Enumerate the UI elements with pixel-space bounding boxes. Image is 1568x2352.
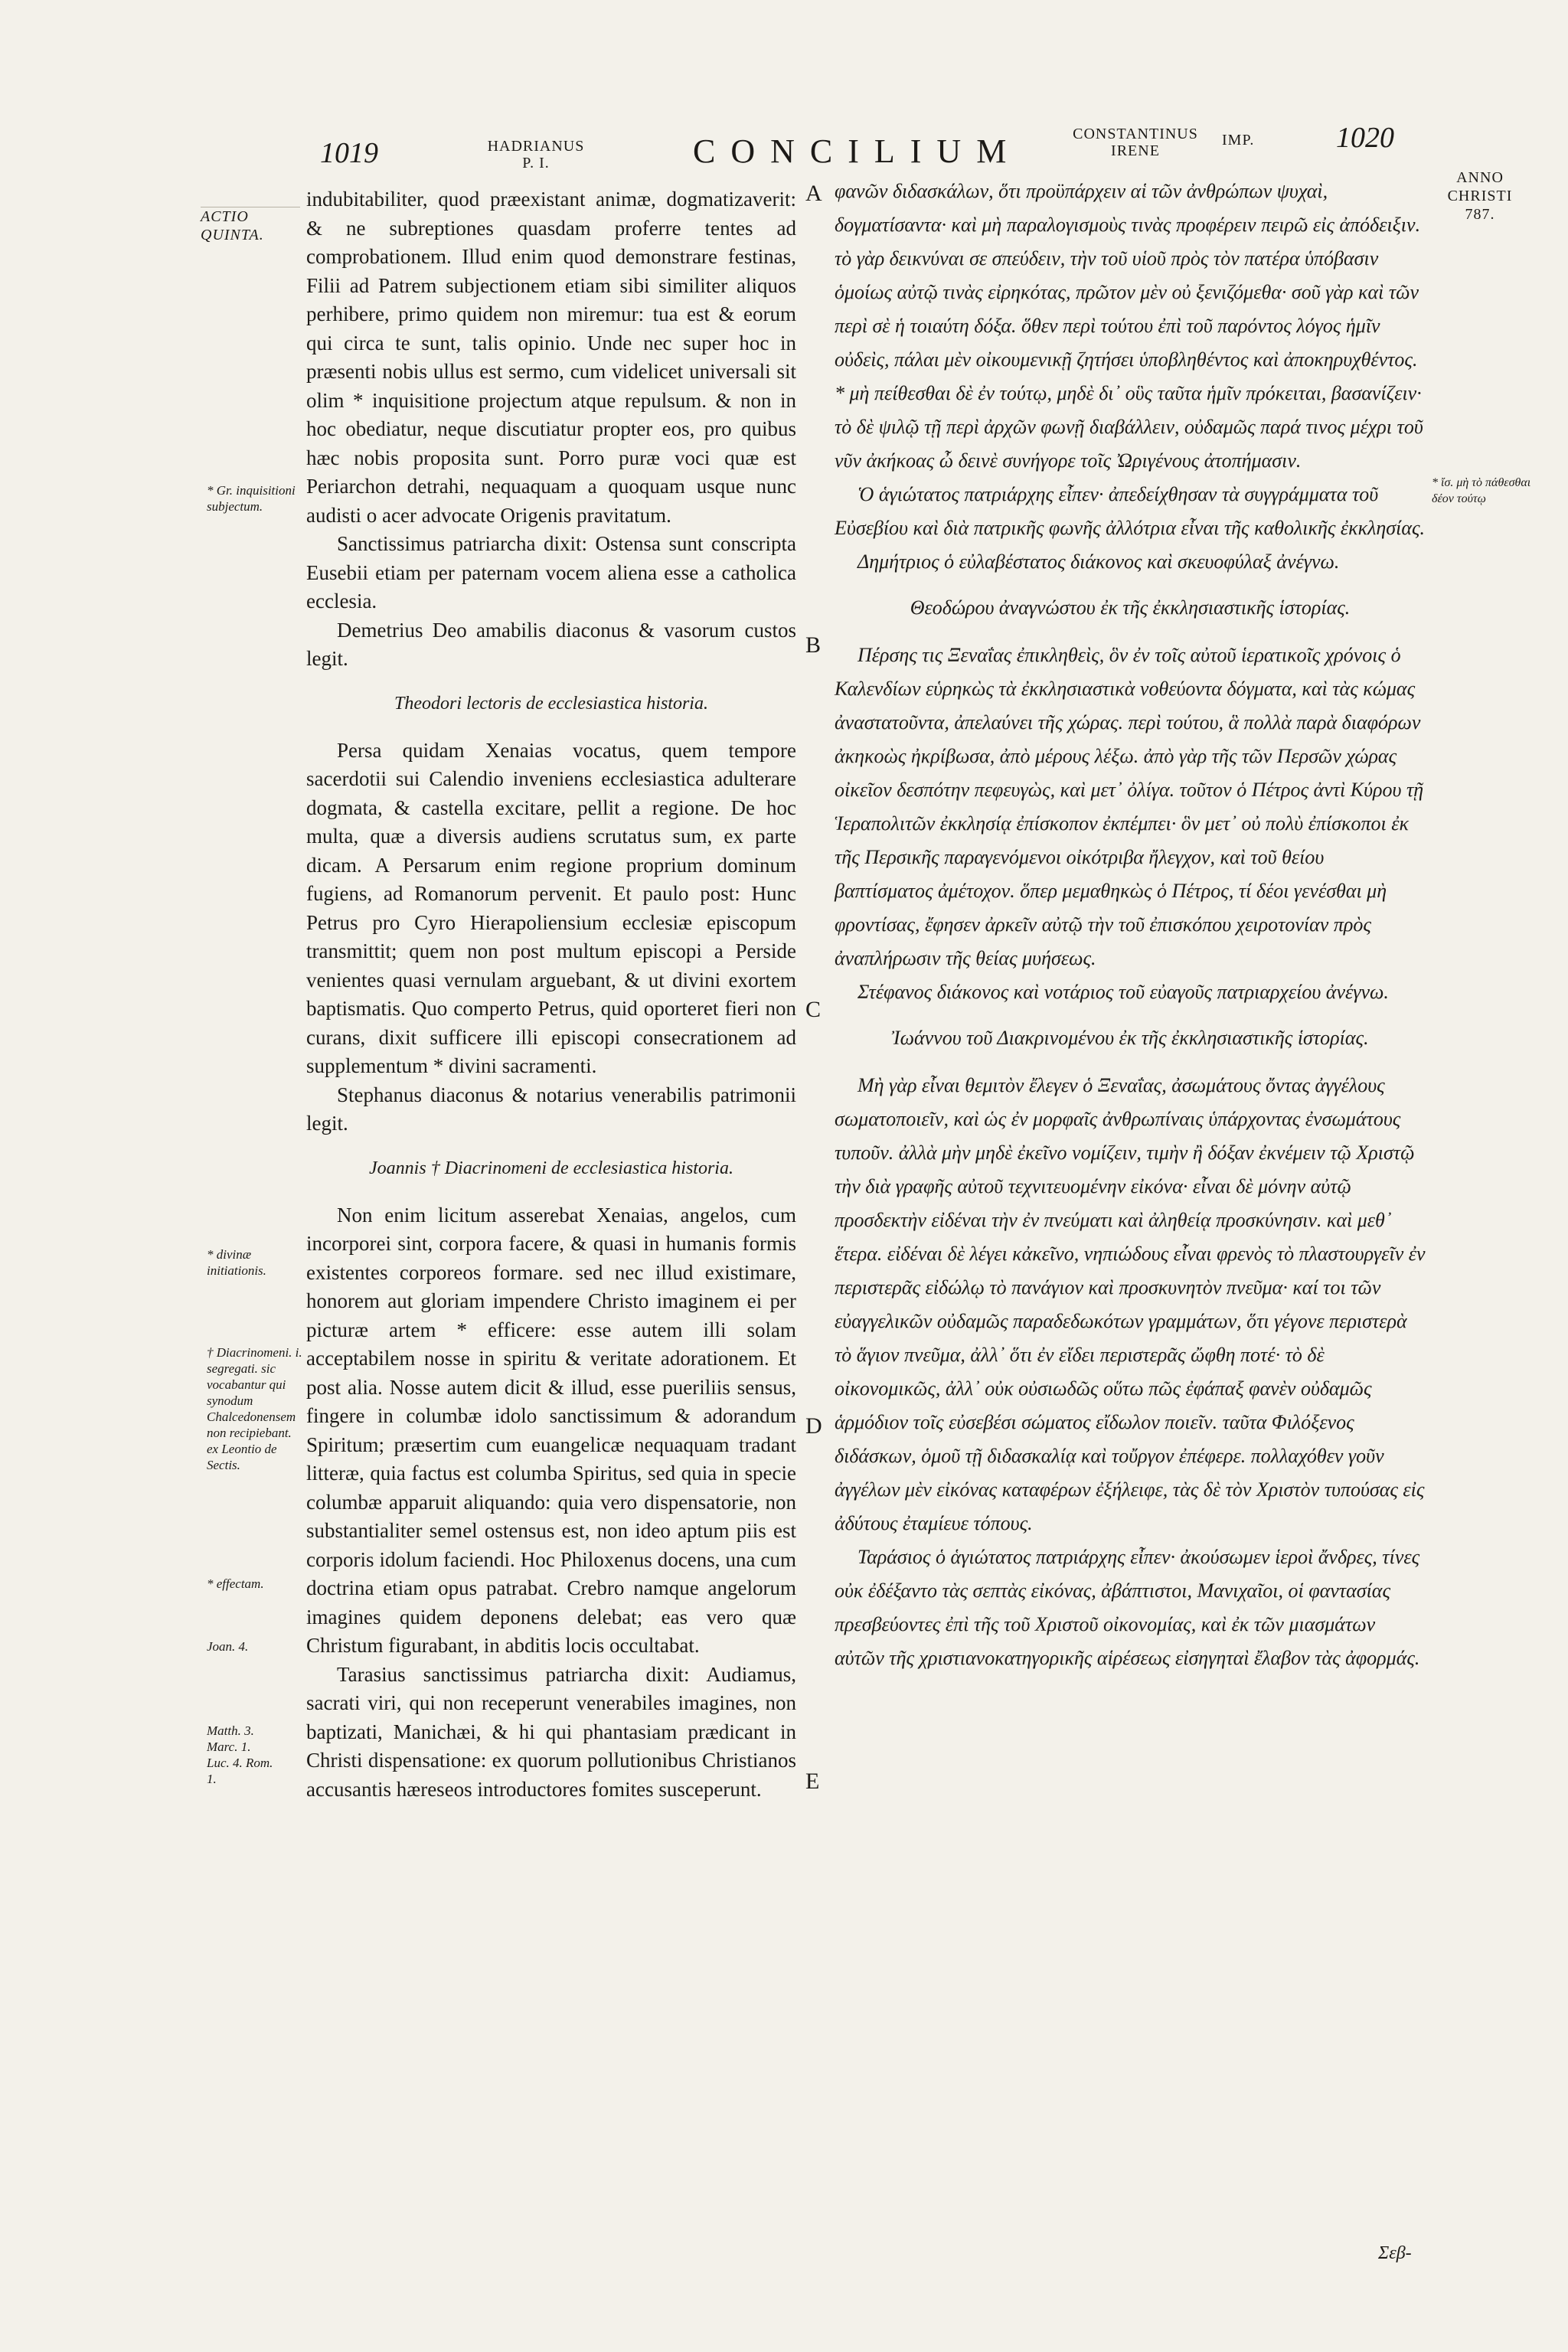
greek-section-heading: Ἰωάννου τοῦ Διακρινομένου ἐκ τῆς ἐκκλησιαστικῆς ἱστορίας. <box>891 1027 1369 1049</box>
page-title: CONCILIUM <box>693 132 1022 170</box>
section-letter: E <box>805 1769 820 1794</box>
latin-section-heading: Joannis † Diacrinomeni de ecclesiastica historia. <box>369 1158 733 1178</box>
greek-section-heading: Θεοδώρου ἀναγνώστου ἐκ τῆς ἐκκλησιαστικῆς ἱστορίας. <box>910 596 1351 619</box>
running-head-right-line1: CONSTANTINUS <box>1073 126 1198 142</box>
right-page-number: 1020 <box>1336 122 1394 154</box>
running-head-left-line2: P. I. <box>522 155 550 172</box>
side-note: Matth. 3. Marc. 1. Luc. 4. Rom. 1. <box>207 1723 273 1786</box>
latin-paragraph: Sanctissimus patriarcha dixit: Ostensa sunt conscripta Eusebii etiam per paternam vocem aliena esse a catholica ecclesia. <box>306 532 796 612</box>
section-letter: C <box>805 997 822 1022</box>
year-note-line: ANNO <box>1456 169 1504 186</box>
running-head-imp: IMP. <box>1222 132 1255 149</box>
section-letter: D <box>805 1413 822 1439</box>
latin-paragraph: Non enim licitum asserebat Xenaias, angelos, cum incorporei sint, corpora facere, & quasi in humanis formis existentes corporeos formare. sed nec illud existimare, honorem aut gloriam impendere Christo imaginem ei per picturæ artem * efficere: esse autem illi solam acceptabilem nosse in spiritu & veritate adorationem. Et post alia. Nosse autem dicit & illud, esse pueriliis sensus, fingere in columbæ idolo sanctissimum & adorandum Spiritum; præsertim cum euangelicæ nequaquam tradant litteræ, quia factus est columba Spiritus, sed quia in specie columbæ apparuit aliquando: quia vero dispensatorie, non substantialiter semel ostensus est, non ideo aptum piis est corporis idolum faciendi. Hoc Philoxenus docens, una cum doctrina etiam opus patrabat. Crebro namque angelorum imagines quidem deponens delebat; eas vero quæ Christum figurabant, in abditis locis occultabat. <box>306 1203 796 1657</box>
latin-section-heading: Theodori lectoris de ecclesiastica historia. <box>394 693 708 714</box>
year-note-line: 787. <box>1465 206 1495 223</box>
greek-paragraph: Ταράσιος ὁ ἁγιώτατος πατριάρχης εἶπεν· ἀκούσωμεν ἱεροὶ ἄνδρες, τίνες οὐκ ἐδέξαντο τὰς σεπτὰς εἰκόνας, ἀβάπτιστοι, Μανιχαῖοι, οἱ φαντασίας πρεσβεύοντες ἐπὶ τῆς τοῦ Χριστοῦ οἰκονομίας, καὶ ἐκ τῶν μιασμάτων αὐτῶν τῆς χριστιανοκατηγορικῆς αἱρέσεως εἰσηγηταὶ ἔλαβον τὰς ἀφορμάς. <box>835 1546 1420 1669</box>
side-note: * Gr. inquisitioni subjectum. <box>207 483 296 514</box>
running-head-left <box>467 138 605 172</box>
year-note <box>1430 168 1530 224</box>
greek-paragraph: Μὴ γὰρ εἶναι θεμιτὸν ἔλεγεν ὁ Ξεναΐας, ἀσωμάτους ὄντας ἀγγέλους σωματοποιεῖν, καὶ ὡς ἐν μορφαῖς ἀνθρωπίναις ὑπάρχοντας ἐνσωμάτους τυποῦν. ἀλλὰ μὴν μηδὲ ἐκεῖνο νομίζειν, τιμὴν ἢ δόξαν ἐκνέμειν τῷ Χριστῷ τὴν διὰ γραφῆς αὐτοῦ τεχνιτευομένην εἰκόνα· εἶναι δὲ μόνην αὐτῷ προσδεκτὴν εἰδέναι τὴν ἐν πνεύματι καὶ ἀληθείᾳ προσκύνησιν. καὶ μεθ᾽ ἕτερα. εἰδέναι δὲ λέγει κἀκεῖνο, νηπιώδους εἶναι φρενὸς τὸ πλαστουργεῖν ἐν περιστερᾶς εἰδώλῳ τὸ πανάγιον καὶ προσκυνητὸν πνεῦμα· καί τοι τῶν εὐαγγελικῶν οὐδαμῶς παραδεδωκότων γραμμάτων, ὅτι γέγονε περιστερὰ τὸ ἅγιον πνεῦμα, ἀλλ᾽ ὅτι ἐν εἴδει περιστερᾶς ὤφθη ποτέ· τὸ δὲ οἰκονομικῶς, ἀλλ᾽ οὐκ οὐσιωδῶς οὕτω πῶς ἐφάπαξ φανὲν οὐδαμῶς ἁρμόδιον τοῖς εὐσεβέσι σώματος εἴδωλον ποιεῖν. ταῦτα Φιλόξενος διδάσκων, ὁμοῦ τῇ διδασκαλίᾳ καὶ τοὔργον ἐπέφερε. πολλαχόθεν γοῦν ἀγγέλων μὲν εἰκόνας καταφέρων ἐξήλειφε, τὰς δὲ τὸν Χριστὸν τυπούσας εἰς ἀδύτους ἐταμίευε τόπους. <box>835 1074 1426 1534</box>
latin-column <box>306 185 796 1804</box>
greek-column <box>835 175 1426 1675</box>
left-page-number: 1019 <box>320 137 378 169</box>
latin-paragraph: Tarasius sanctissimus patriarcha dixit: Audiamus, sacrati viri, qui non receperunt venerabiles imagines, non baptizati, Manichæi, & hi qui phantasiam prædicant in Christi dispensatione: ex quorum pollutionibus Christianos accusantis hæreseos introductores fomites susceperunt. <box>306 1662 796 1801</box>
year-note-line: CHRISTI <box>1447 188 1513 204</box>
side-note: Joan. 4. <box>207 1639 249 1654</box>
side-note: * effectam. <box>207 1576 264 1591</box>
latin-paragraph: indubitabiliter, quod præexistant animæ, dogmatizaverit: & ne subreptiones quasdam proferre tentes ad comprobationem. Illud enim quod demonstrare festinas, Filii ad Patrem subjectionem etiam sibi similiter aliquos perhibere, primo quidem non miremur: tua est & eorum qui circa te sunt, talis opinio. Unde nec super hoc in præsenti nobis ullus est sermo, cum videlicet universali sit olim * inquisitione projectum atque repulsum. & non in hoc obediatur, neque discutiatur propter eos, pro quibus hæc nobis proposita sunt. Porro puræ voci quæ est Periarchon detrahi, nequaquam a quoquam usque nunc audisti o acer advocate Origenis pravitatum. <box>306 188 796 527</box>
section-letter: A <box>805 181 822 206</box>
greek-paragraph: φανῶν διδασκάλων, ὅτι προϋπάρχειν αἱ τῶν ἀνθρώπων ψυχαὶ, δογματίσαντα· καὶ μὴ παραλογισμοὺς τινὰς προφέρειν πειρῶ εἰς ἀπόδειξιν. τὸ γὰρ δεικνύναι σε σπεύδειν, τὴν τοῦ υἱοῦ πρὸς τὸν πατέρα ὑπόβασιν ὁμοίως αὐτῷ τινὰς εἰρηκότας, πρῶτον μὲν οὐ ξενιζόμεθα· σοῦ γὰρ καὶ τῶν περὶ σὲ ἡ τοιαύτη δόξα. ὅθεν περὶ τούτου ἐπὶ τοῦ παρόντος λόγος ἡμῖν οὐδεὶς, πάλαι μὲν οἰκουμενικῇ ζητήσει ὑποβληθέντος καὶ ἀποκηρυχθέντος. * μὴ πείθεσθαι δὲ ἐν τούτῳ, μηδὲ δι᾽ οὓς ταῦτα ἡμῖν πρόκειται, βασανίζειν· τὸ δὲ ψιλῷ τῇ περὶ ἀρχῶν φωνῇ διαβάλλειν, οὐδαμῶς παρά τινος μέχρι τοῦ νῦν ἀκήκοας ὦ δεινὲ συνήγορε τοῖς Ὠριγένους ἀτοπήμασιν. <box>835 180 1423 472</box>
act-note-line: ACTIO <box>201 208 249 225</box>
running-head-left-line1: HADRIANUS <box>487 138 585 155</box>
catchword: Σεβ- <box>1378 2243 1412 2263</box>
act-note-line: QUINTA. <box>201 227 264 243</box>
side-note: * divinæ initiationis. <box>207 1247 266 1278</box>
latin-paragraph: Demetrius Deo amabilis diaconus & vasorum custos legit. <box>306 618 796 670</box>
greek-paragraph: Δημήτριος ὁ εὐλαβέστατος διάκονος καὶ σκευοφύλαξ ἀνέγνω. <box>858 550 1340 573</box>
greek-paragraph: Πέρσης τις Ξεναΐας ἐπικληθεὶς, ὃν ἐν τοῖς αὐτοῦ ἱερατικοῖς χρόνοις ὁ Καλενδίων εὑρηκὼς τὰ ἐκκλησιαστικὰ νοθεύοντα δόγματα, καὶ τὰς κώμας ἀναστατοῦντα, ἀπελαύνει τῆς χώρας. περὶ τούτου, ἃ πολλὰ παρὰ διαφόρων ἀκηκοὼς ἠκρίβωσα, ἀπὸ μέρους λέξω. ἀπὸ γὰρ τῆς τῶν Περσῶν χώρας οἰκεῖον δεσπότην πεφευγὼς, καὶ μετ᾽ ὀλίγα. τοῦτον ὁ Πέτρος ἀντὶ Κύρου τῇ Ἱεραπολιτῶν ἐκκλησίᾳ ἐπίσκοπον ἐκπέμπει· ὃν μετ᾽ οὐ πολὺ ἐπίσκοποι ἐκ τῆς Περσικῆς παραγενόμενοι οἰκότριβα ἤλεγχον, καὶ τοῦ θείου βαπτίσματος ἀμέτοχον. ὅπερ μεμαθηκὼς ὁ Πέτρος, τί δέοι γενέσθαι μὴ φροντίσας, ἔφησεν ἀρκεῖν αὐτῷ τὴν τοῦ ἐπισκόπου χειροτονίαν πρὸς ἀναπλήρωσιν τῆς θείας μυήσεως. <box>835 644 1424 969</box>
greek-paragraph: Στέφανος διάκονος καὶ νοτάριος τοῦ εὐαγοῦς πατριαρχείου ἀνέγνω. <box>858 981 1389 1003</box>
act-note <box>201 207 300 244</box>
running-head-right <box>1055 126 1216 159</box>
latin-paragraph: Persa quidam Xenaias vocatus, quem tempore sacerdotii sui Calendio inveniens ecclesiastica adulterare dogmata, & castella excitare, pellit a regione. De hoc multa, quæ a diversis audiens scrutatus sum, ex parte dicam. A Persarum enim regione proprium dominum fugiens, ad Romanorum pervenit. Et paulo post: Hunc Petrus pro Cyro Hierapoliensium ecclesiæ episcopum transmittit; quem non post multum episcopi a Perside venientes quasi vernulam arguebant, & ut divini exortem baptismatis. Quo comperto Petrus, quid oporteret fieri non curans, dixit sufficere illi episcopi consecrationem ad supplementum * divini sacramenti. <box>306 738 796 1077</box>
side-note: † Diacrinomeni. i. segregati. sic vocabantur qui synodum Chalcedonensem non recipiebant. ex Leontio de Sectis. <box>207 1345 302 1472</box>
section-letter: B <box>805 632 822 658</box>
greek-paragraph: Ὁ ἁγιώτατος πατριάρχης εἶπεν· ἀπεδείχθησαν τὰ συγγράμματα τοῦ Εὐσεβίου καὶ διὰ πατρικῆς φωνῆς ἀλλότρια εἶναι τῆς καθολικῆς ἐκκλησίας. <box>835 483 1426 539</box>
running-head-right-line2: IRENE <box>1111 142 1160 159</box>
side-note-greek: * ἴσ. μὴ τὸ πάθεσθαι δέον τούτῳ <box>1432 476 1531 505</box>
latin-paragraph: Stephanus diaconus & notarius venerabilis patrimonii legit. <box>306 1083 796 1135</box>
